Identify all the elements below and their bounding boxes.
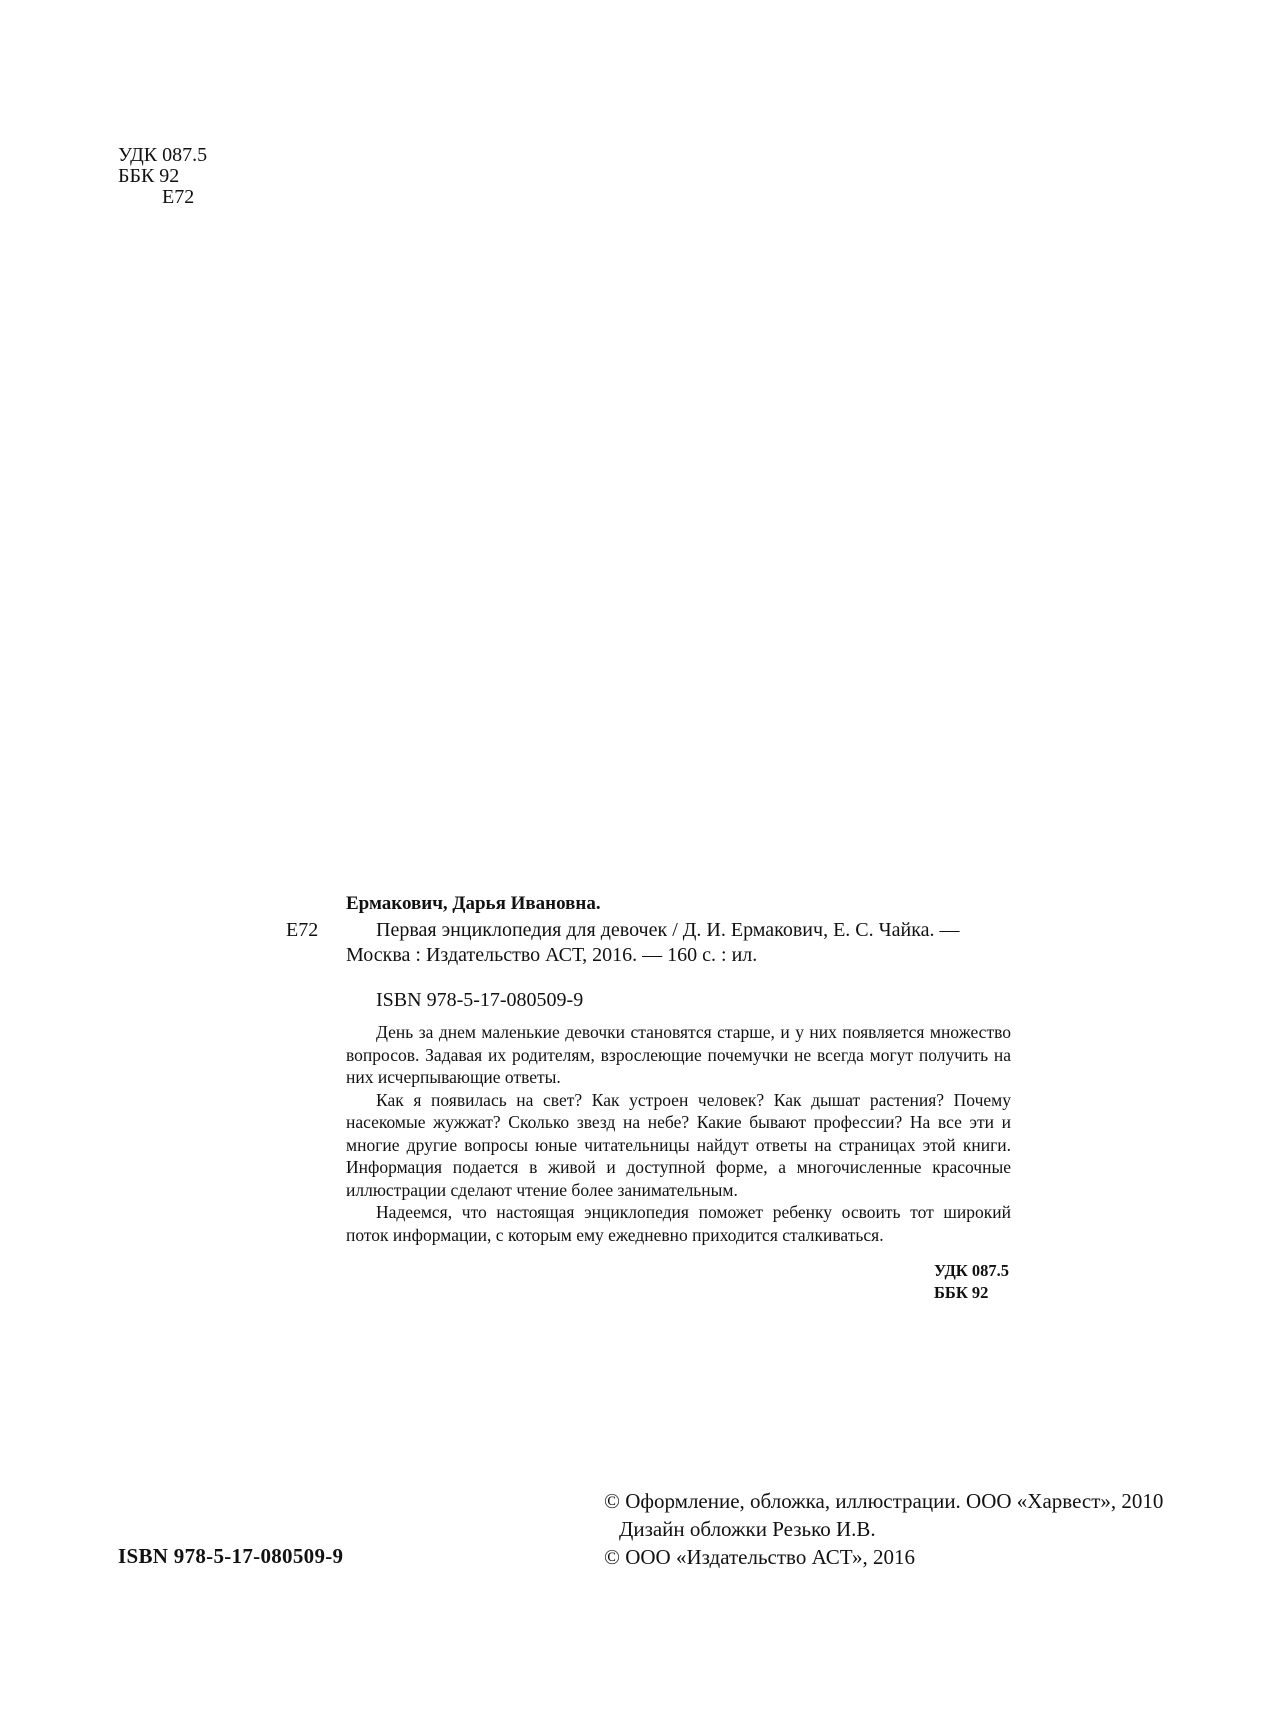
copyright-publisher: © ООО «Издательство АСТ», 2016 xyxy=(604,1545,915,1569)
card-author-mark: Е72 xyxy=(286,919,319,941)
top-author-mark: Е72 xyxy=(162,186,195,208)
card-classification xyxy=(934,1260,1009,1304)
annotation-paragraph: Надеемся, что настоящая энциклопедия поможет ребенку освоить тот широкий поток информации, с которым ему ежедневно приходится сталкиваться. xyxy=(346,1202,1011,1245)
top-bbk: ББК 92 xyxy=(118,165,180,187)
cover-designer: Дизайн обложки Резько И.В. xyxy=(619,1517,876,1541)
footer-isbn: ISBN 978-5-17-080509-9 xyxy=(118,1544,344,1568)
card-title-line: Первая энциклопедия для девочек / Д. И. Ермакович, Е. С. Чайка. — xyxy=(376,919,960,941)
top-udk: УДК 087.5 xyxy=(118,144,208,166)
copyright-block xyxy=(604,1487,1163,1571)
card-bbk: ББК 92 xyxy=(934,1283,989,1302)
copyright-design: © Оформление, обложка, иллюстрации. ООО «Харвест», 2010 xyxy=(604,1489,1164,1513)
card-imprint-line: Москва : Издательство АСТ, 2016. — 160 с. : ил. xyxy=(346,944,758,966)
annotation-paragraph: День за днем маленькие девочки становятся старше, и у них появляется множество вопросов. Задавая их родителям, взрослеющие почемучки не всегда могут получить на них исчерпывающие ответы. xyxy=(346,1022,1011,1087)
annotation-paragraph: Как я появилась на свет? Как устроен человек? Как дышат растения? Почему насекомые жужжат? Сколько звезд на небе? Какие бывают профессии? На все эти и многие другие вопросы юные читательницы найдут ответы на страницах этой книги. Информация подается в живой и доступной форме, а многочисленные красочные иллюстрации сделают чтение более занимательным. xyxy=(346,1089,1011,1200)
card-author: Ермакович, Дарья Ивановна. xyxy=(346,893,601,914)
card-annotation xyxy=(346,1021,1011,1246)
card-isbn: ISBN 978-5-17-080509-9 xyxy=(376,989,584,1011)
card-udk: УДК 087.5 xyxy=(934,1261,1010,1280)
top-classification xyxy=(118,145,207,208)
